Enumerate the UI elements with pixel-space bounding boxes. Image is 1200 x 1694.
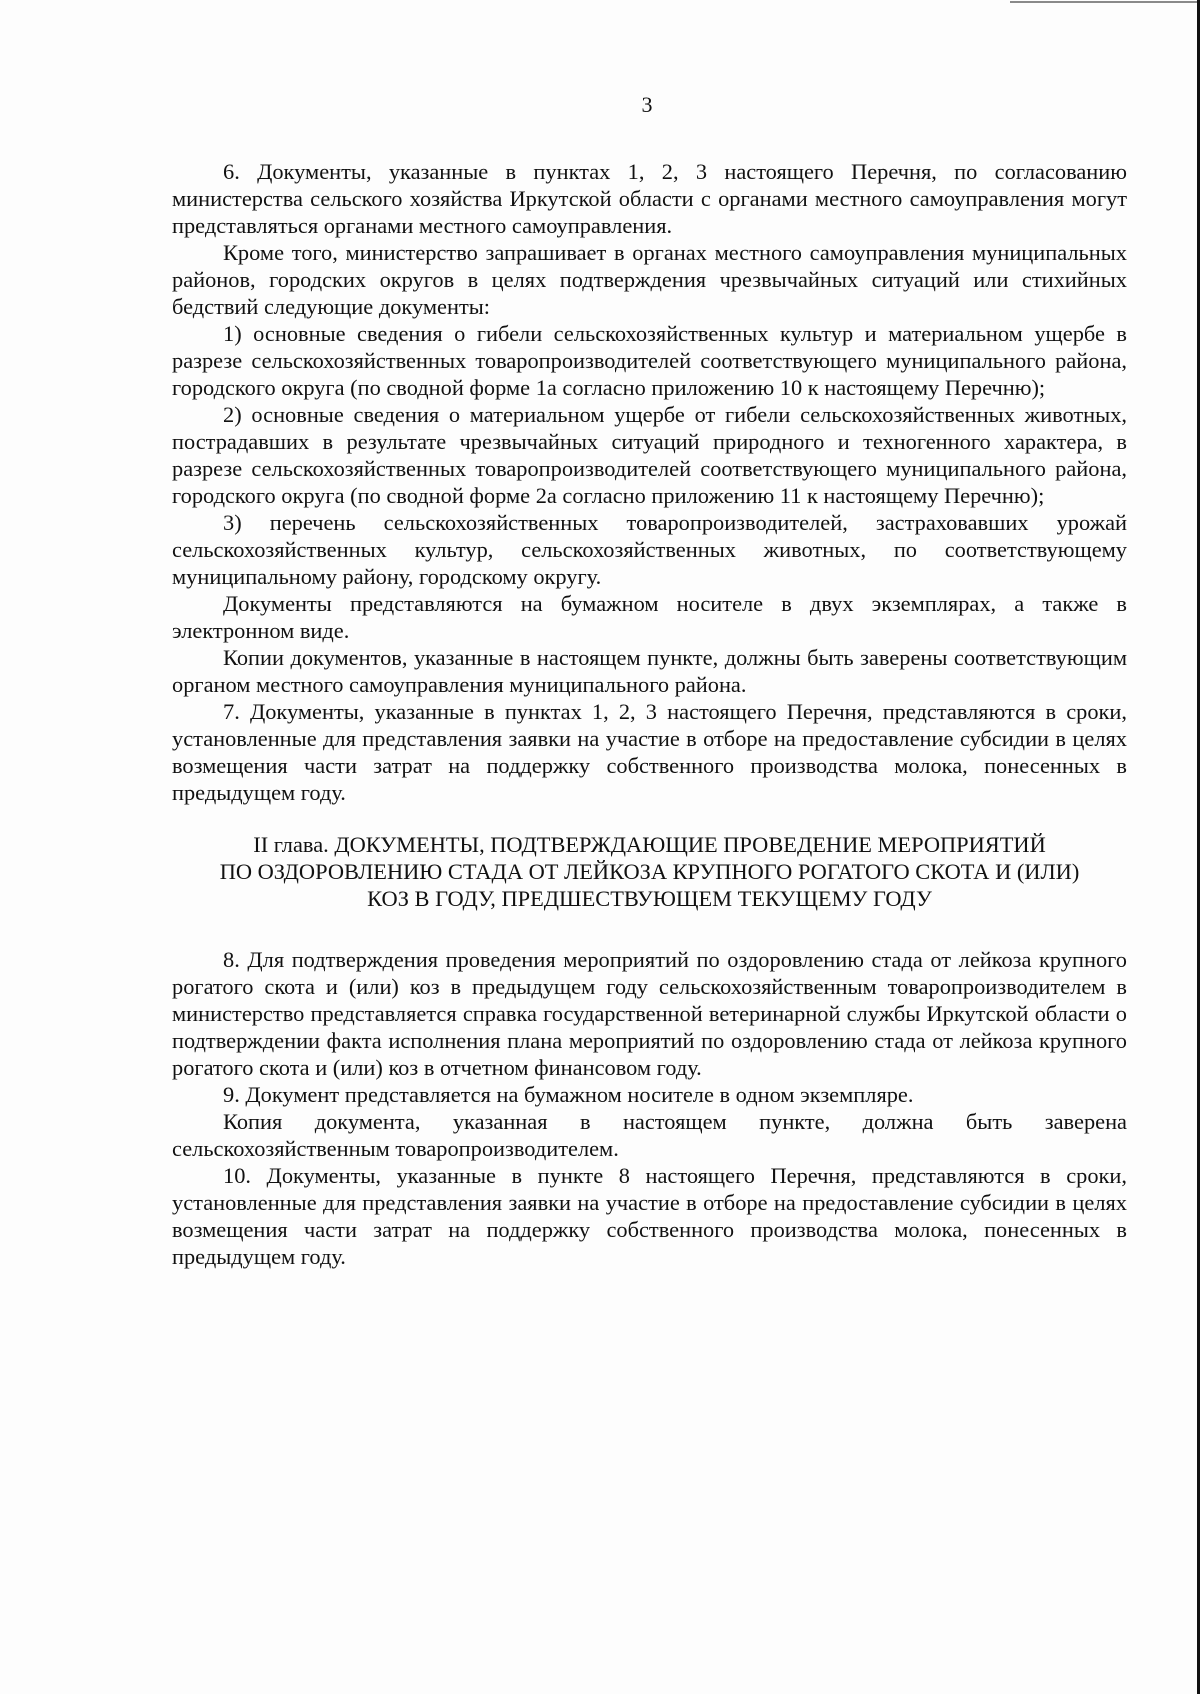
list-item-1: 1) основные сведения о гибели сельскохозяйственных культур и материальном ущербе в разрезе сельскохозяйственных товаропроизводителей соответствующего муниципального района, городского округа (по сводной форме 1а согласно приложению 10 к настоящему Перечню); — [172, 321, 1127, 400]
list-item-3: 3) перечень сельскохозяйственных товаропроизводителей, застраховавших урожай сельскохозяйственных культур, сельскохозяйственных животных, по соответствующему муниципальному району, городскому округу. — [172, 510, 1127, 589]
scan-edge-line — [1010, 1, 1200, 3]
chapter-heading-line-1: II глава. ДОКУМЕНТЫ, ПОДТВЕРЖДАЮЩИЕ ПРОВЕДЕНИЕ МЕРОПРИЯТИЙ — [253, 832, 1046, 857]
paragraph-copy-certified: Копия документа, указанная в настоящем пункте, должна быть заверена сельскохозяйственным товаропроизводителем. — [172, 1109, 1127, 1161]
chapter-heading — [172, 831, 1127, 912]
chapter-heading-line-2: ПО ОЗДОРОВЛЕНИЮ СТАДА ОТ ЛЕЙКОЗА КРУПНОГО РОГАТОГО СКОТА И (ИЛИ) — [219, 859, 1080, 884]
paragraph-10: 10. Документы, указанные в пункте 8 настоящего Перечня, представляются в сроки, установленные для представления заявки на участие в отборе на предоставление субсидии в целях возмещения части затрат на поддержку собственного производства молока, понесенных в предыдущем году. — [172, 1163, 1127, 1269]
paragraph-7: 7. Документы, указанные в пунктах 1, 2, 3 настоящего Перечня, представляются в сроки, установленные для представления заявки на участие в отборе на предоставление субсидии в целях возмещения части затрат на поддержку собственного производства молока, понесенных в предыдущем году. — [172, 699, 1127, 805]
paragraph-paper-copies: Документы представляются на бумажном носителе в двух экземплярах, а также в электронном виде. — [172, 591, 1127, 643]
chapter-heading-line-3: КОЗ В ГОДУ, ПРЕДШЕСТВУЮЩЕМ ТЕКУЩЕМУ ГОДУ — [367, 886, 932, 911]
list-item-2: 2) основные сведения о материальном ущербе от гибели сельскохозяйственных животных, пострадавших в результате чрезвычайных ситуаций природного и техногенного характера, в разрезе сельскохозяйственных товаропроизводителей соответствующего муниципального района, городского округа (по сводной форме 2а согласно приложению 11 к настоящему Перечню); — [172, 402, 1127, 508]
paragraph-certified-copies: Копии документов, указанные в настоящем пункте, должны быть заверены соответствующим органом местного самоуправления муниципального района. — [172, 645, 1127, 697]
page-number: 3 — [641, 92, 653, 117]
paragraph-ministry-request: Кроме того, министерство запрашивает в органах местного самоуправления муниципальных районов, городских округов в целях подтверждения чрезвычайных ситуаций или стихийных бедствий следующие документы: — [172, 240, 1127, 319]
paragraph-8: 8. Для подтверждения проведения мероприятий по оздоровлению стада от лейкоза крупного рогатого скота и (или) коз в предыдущем году сельскохозяйственным товаропроизводителем в министерство представляется справка государственной ветеринарной службы Иркутской области о подтверждении факта исполнения плана мероприятий по оздоровлению стада от лейкоза крупного рогатого скота и (или) коз в отчетном финансовом году. — [172, 947, 1127, 1080]
document-body — [172, 158, 1127, 1270]
paragraph-6: 6. Документы, указанные в пунктах 1, 2, 3 настоящего Перечня, по согласованию министерства сельского хозяйства Иркутской области с органами местного самоуправления могут представляться органами местного самоуправления. — [172, 159, 1127, 238]
paragraph-9: 9. Документ представляется на бумажном носителе в одном экземпляре. — [223, 1082, 914, 1107]
